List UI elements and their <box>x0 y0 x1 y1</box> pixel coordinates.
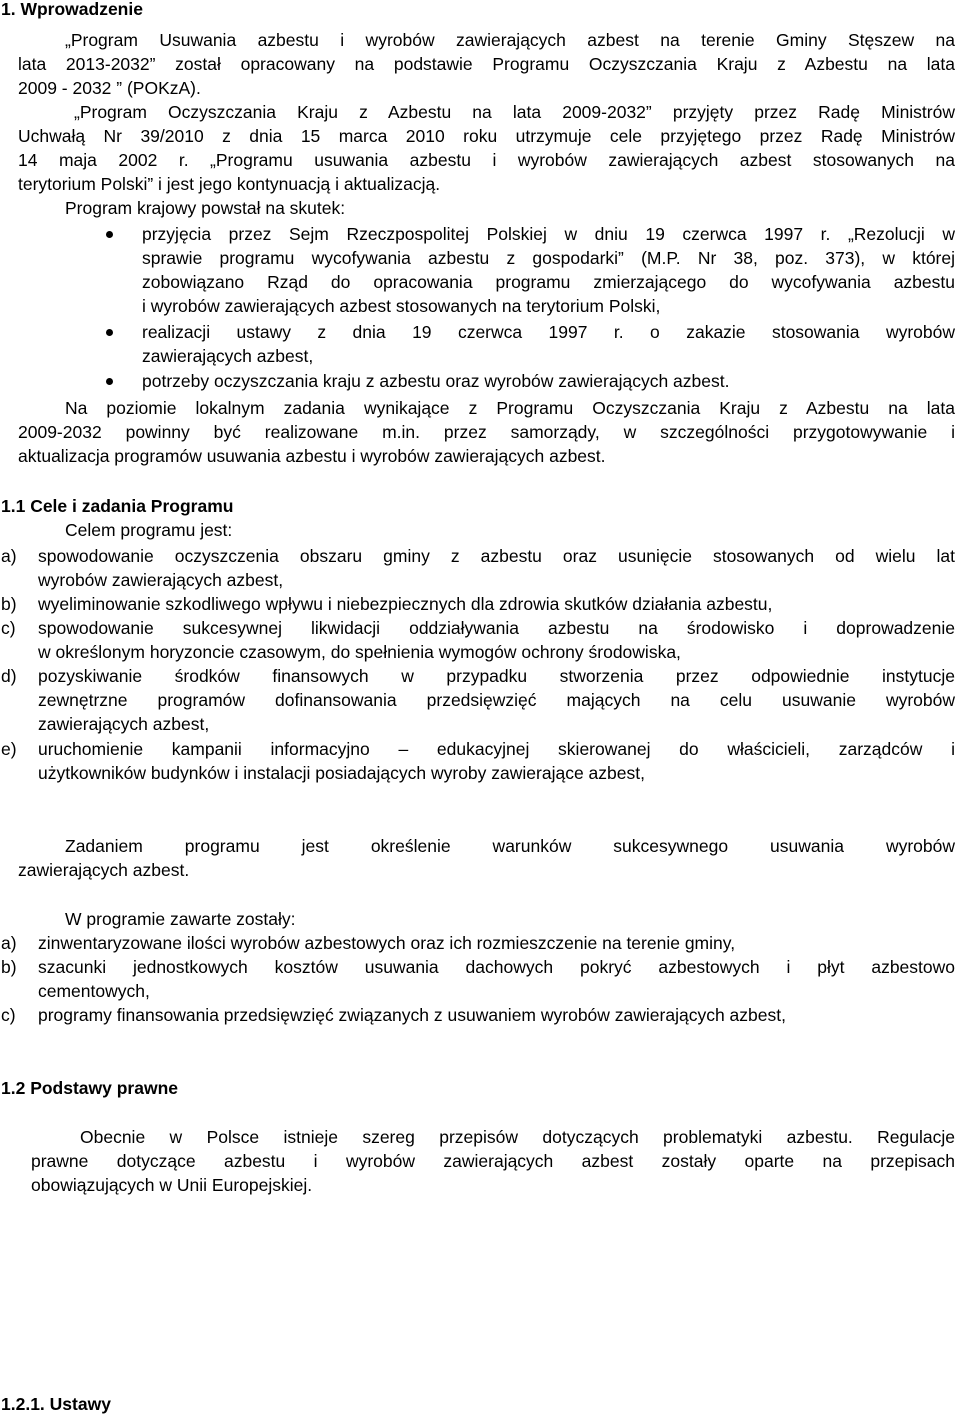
section-heading-1: 1. Wprowadzenie <box>1 0 143 19</box>
section-heading-1-2: 1.2 Podstawy prawne <box>1 1078 179 1098</box>
contains-a-line-1: zinwentaryzowane ilości wyrobów azbestowych oraz ich rozmieszczenie na terenie gminy, <box>38 933 736 953</box>
bullet-dot-1 <box>106 231 113 238</box>
bullet-1-line-2: sprawie programu wycofywania azbestu z gospodarki” (M.P. Nr 38, poz. 373), w której <box>142 248 955 268</box>
bullet-1-line-3: zobowiązano Rząd do opracowania programu zmierzającego do wycofywania azbestu <box>142 272 955 292</box>
goal-b-label: b) <box>1 594 17 614</box>
goal-c-line-1: spowodowanie sukcesywnej likwidacji oddziaływania azbestu na środowisko i doprowadzenie <box>38 618 955 638</box>
bullet-dot-2 <box>106 329 113 336</box>
section-heading-1-2-1: 1.2.1. Ustawy <box>1 1394 111 1414</box>
goal-d-line-2: zewnętrzne programów dofinansowania przedsięwzięć mających na celu usuwanie wyrobów <box>38 690 955 710</box>
contains-b-label: b) <box>1 957 17 977</box>
bullet-dot-3 <box>106 378 113 385</box>
goal-a-line-2: wyrobów zawierających azbest, <box>38 570 284 590</box>
intro-p3: Program krajowy powstał na skutek: <box>65 198 346 218</box>
goal-d-line-3: zawierających azbest, <box>38 714 210 734</box>
goal-c-label: c) <box>1 618 16 638</box>
intro-p4-line-1: Na poziomie lokalnym zadania wynikające z Programu Oczyszczania Kraju z Azbestu na lata <box>65 398 955 418</box>
contains-c-label: c) <box>1 1005 16 1025</box>
goal-d-line-1: pozyskiwanie środków finansowych w przypadku stworzenia przez odpowiednie instytucje <box>38 666 955 686</box>
contains-a-label: a) <box>1 933 17 953</box>
bullet-3-line-1: potrzeby oczyszczania kraju z azbestu oraz wyrobów zawierających azbest. <box>142 371 730 391</box>
task-line-1: Zadaniem programu jest określenie warunków sukcesywnego usuwania wyrobów <box>65 836 955 856</box>
intro-p2-line-2: Uchwałą Nr 39/2010 z dnia 15 marca 2010 roku utrzymuje cele przyjętego przez Radę Ministrów <box>18 126 955 146</box>
intro-p1-line-1: „Program Usuwania azbestu i wyrobów zawierających azbest na terenie Gminy Stęszew na <box>65 30 955 50</box>
intro-p2-line-1: „Program Oczyszczania Kraju z Azbestu na lata 2009-2032” przyjęty przez Radę Ministrów <box>74 102 955 122</box>
bullet-2-line-2: zawierających azbest, <box>142 346 314 366</box>
goals-lead: Celem programu jest: <box>65 520 233 540</box>
intro-p1-line-2: lata 2013-2032” został opracowany na podstawie Programu Oczyszczania Kraju z Azbestu na lata <box>18 54 955 74</box>
goal-e-line-1: uruchomienie kampanii informacyjno – edukacyjnej skierowanej do właścicieli, zarządców i <box>38 739 955 759</box>
bullet-1-line-1: przyjęcia przez Sejm Rzeczpospolitej Polskiej w dniu 19 czerwca 1997 r. „Rezolucji w <box>142 224 955 244</box>
legal-p1-line-3: obowiązujących w Unii Europejskiej. <box>31 1175 313 1195</box>
bullet-2-line-1: realizacji ustawy z dnia 19 czerwca 1997 r. o zakazie stosowania wyrobów <box>142 322 955 342</box>
legal-p1-line-2: prawne dotyczące azbestu i wyrobów zawierających azbest zostały oparte na przepisach <box>31 1151 955 1171</box>
task-line-2: zawierających azbest. <box>18 860 190 880</box>
goal-e-label: e) <box>1 739 17 759</box>
contains-c-line-1: programy finansowania przedsięwzięć związanych z usuwaniem wyrobów zawierających azbest, <box>38 1005 786 1025</box>
goal-e-line-2: użytkowników budynków i instalacji posiadających wyroby zawierające azbest, <box>38 763 645 783</box>
intro-p2-line-4: terytorium Polski” i jest jego kontynuacją i aktualizacją. <box>18 174 441 194</box>
section-heading-1-1: 1.1 Cele i zadania Programu <box>1 496 234 516</box>
goal-b-line-1: wyeliminowanie szkodliwego wpływu i niebezpiecznych dla zdrowia skutków działania azbestu, <box>38 594 773 614</box>
legal-p1-line-1: Obecnie w Polsce istnieje szereg przepisów dotyczących problematyki azbestu. Regulacje <box>80 1127 955 1147</box>
goal-a-label: a) <box>1 546 17 566</box>
contains-b-line-1: szacunki jednostkowych kosztów usuwania dachowych pokryć azbestowych i płyt azbestowo <box>38 957 955 977</box>
intro-p2-line-3: 14 maja 2002 r. „Programu usuwania azbestu i wyrobów zawierających azbest stosowanych na <box>18 150 955 170</box>
intro-p4-line-3: aktualizacja programów usuwania azbestu i wyrobów zawierających azbest. <box>18 446 606 466</box>
intro-p1-line-3: 2009 - 2032 ” (POKzA). <box>18 78 201 98</box>
intro-p4-line-2: 2009-2032 powinny być realizowane m.in. przez samorządy, w szczególności przygotowywanie i <box>18 422 955 442</box>
goal-d-label: d) <box>1 666 17 686</box>
goal-a-line-1: spowodowanie oczyszczenia obszaru gminy z azbestu oraz usunięcie stosowanych od wielu lat <box>38 546 955 566</box>
contains-lead: W programie zawarte zostały: <box>65 909 296 929</box>
contains-b-line-2: cementowych, <box>38 981 150 1001</box>
bullet-1-line-4: i wyrobów zawierających azbest stosowanych na terytorium Polski, <box>142 296 661 316</box>
goal-c-line-2: w określonym horyzoncie czasowym, do spełnienia wymogów ochrony środowiska, <box>38 642 681 662</box>
